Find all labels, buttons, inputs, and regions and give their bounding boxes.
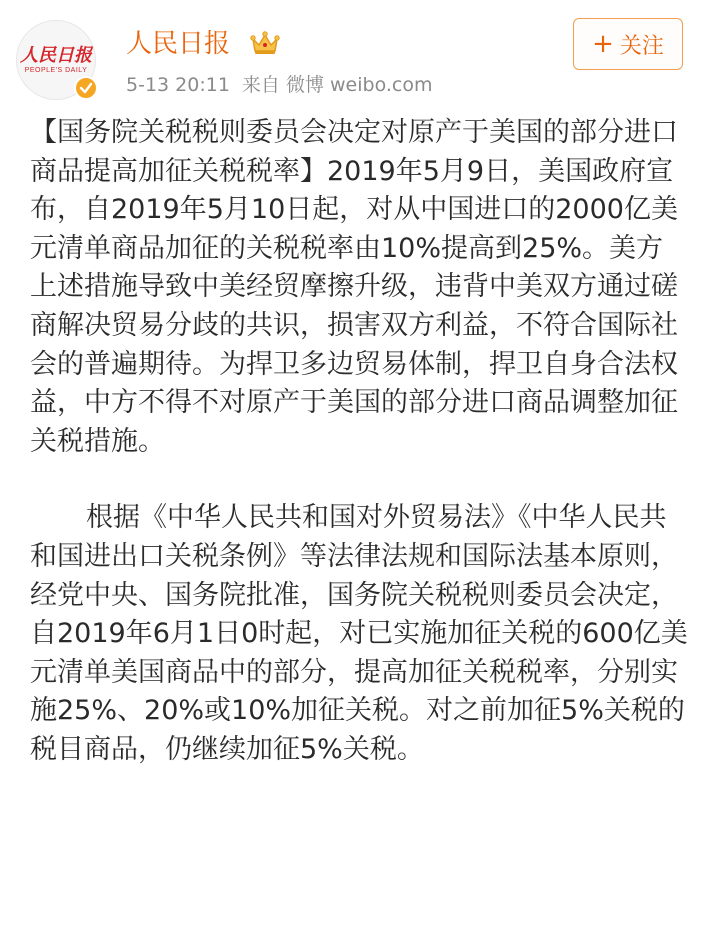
post-paragraph-2: 根据《中华人民共和国对外贸易法》《中华人民共和国进出口关税条例》等法律法规和国际法基本原则，经党中央、国务院批准，国务院关税税则委员会决定，自2019年6月1日0时起，对已实施加征关税的600亿美元清单美国商品中的部分，提高加征关税税率，分别实施25%、20%或10%加征关税。对之前加征5%关税的税目商品，仍继续加征5%关税。 bbox=[30, 502, 688, 765]
follow-button-label: 关注 bbox=[619, 33, 664, 59]
verified-badge-icon bbox=[74, 76, 98, 100]
post-meta bbox=[126, 70, 444, 100]
post-header bbox=[0, 0, 706, 110]
post-content bbox=[30, 114, 690, 770]
post-time: 5-13 20:11 bbox=[126, 74, 230, 96]
plus-icon: + bbox=[592, 29, 614, 59]
user-name[interactable]: 人民日报 bbox=[126, 29, 231, 59]
crown-icon[interactable] bbox=[250, 30, 280, 56]
post-paragraph-1: 【国务院关税税则委员会决定对原产于美国的部分进口商品提高加征关税税率】2019年5月9日，美国政府宣布，自2019年5月10日起，对从中国进口的2000亿美元清单商品加征的关税税率由10%提高到25%。美方上述措施导致中美经贸摩擦升级，违背中美双方通过磋商解决贸易分歧的共识，损害双方利益，不符合国际社会的普遍期待。为捍卫多边贸易体制，捍卫自身合法权益，中方不得不对原产于美国的部分进口商品调整加征关税措施。 bbox=[30, 117, 678, 457]
avatar-logo-text: 人民日报 bbox=[20, 44, 92, 66]
follow-button[interactable] bbox=[573, 18, 683, 70]
avatar-logo-subtext: PEOPLE'S DAILY bbox=[24, 66, 88, 74]
post-source[interactable]: 来自 微博 weibo.com bbox=[241, 74, 433, 96]
